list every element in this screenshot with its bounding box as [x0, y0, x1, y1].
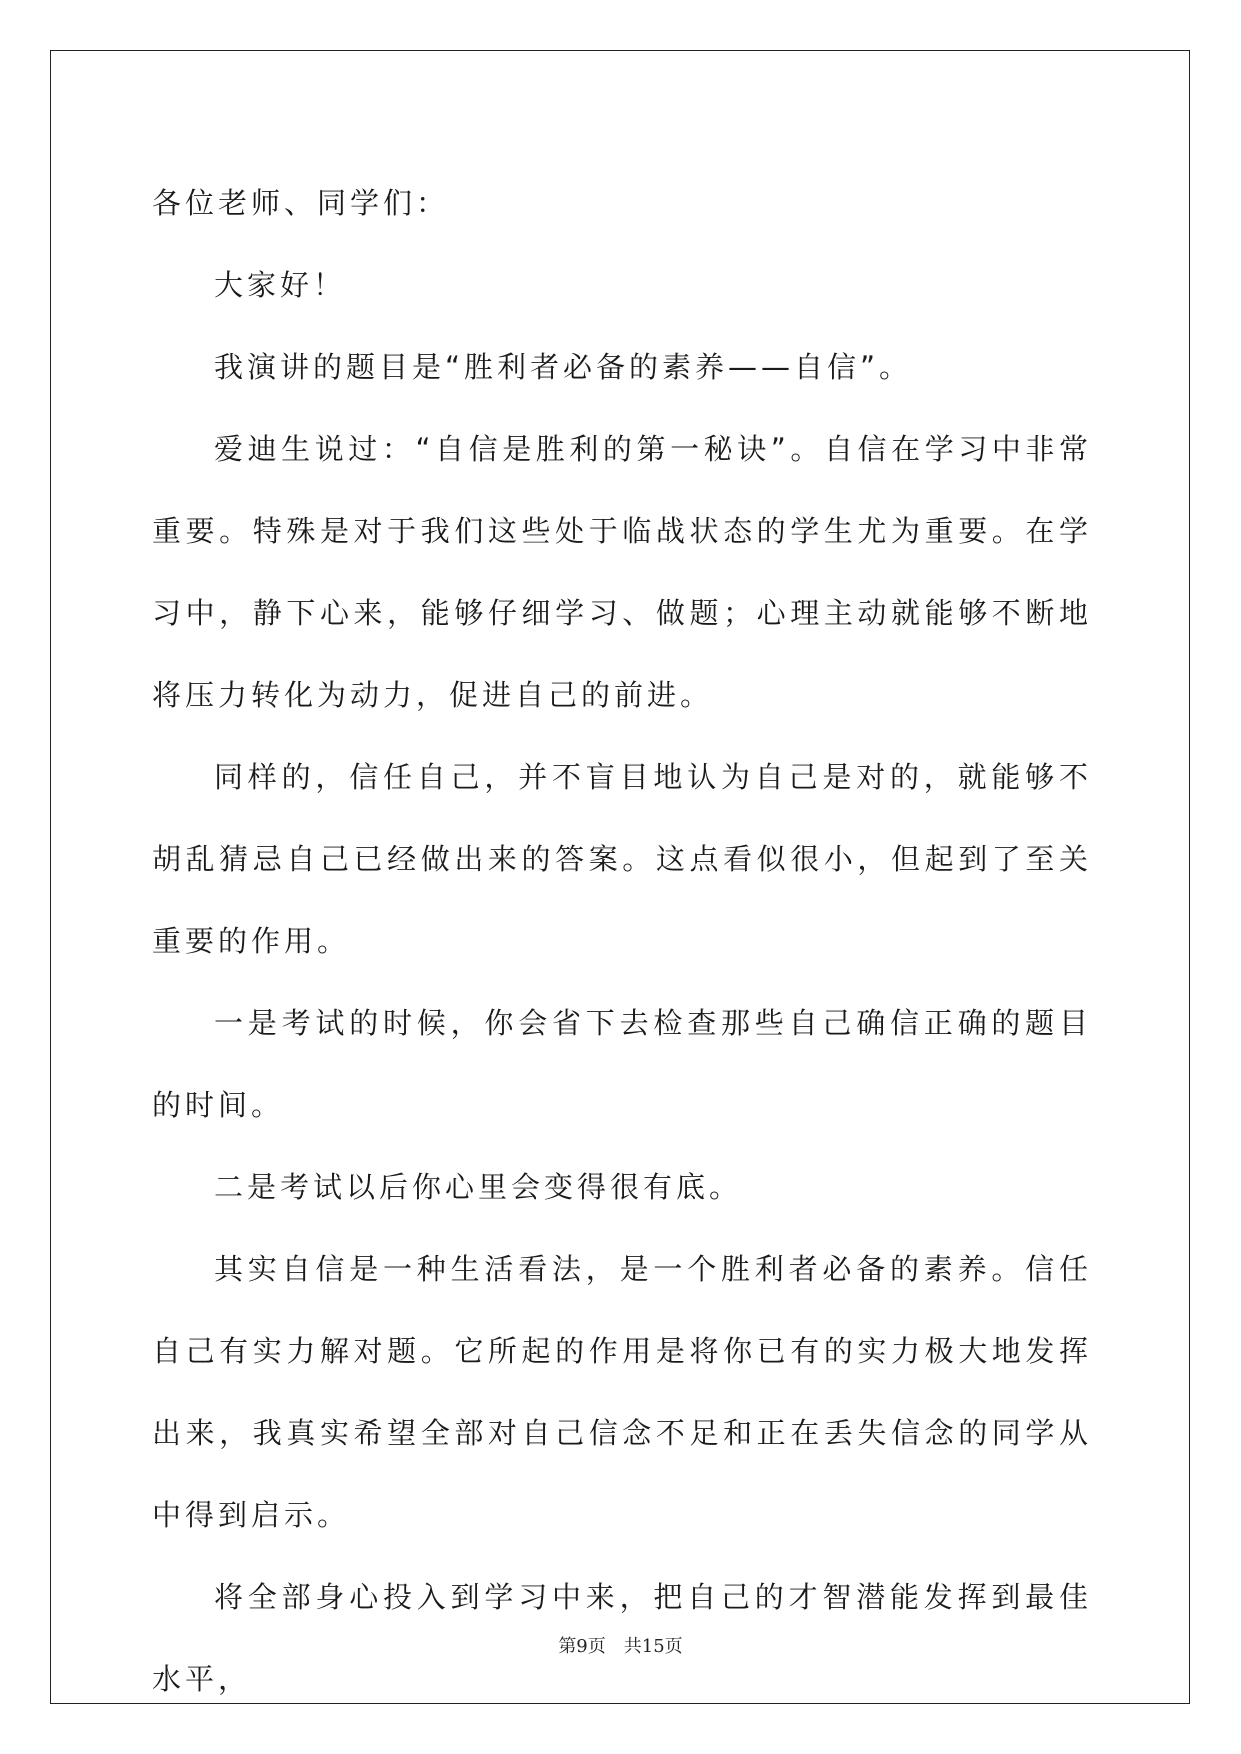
paragraph: 同样的，信任自己，并不盲目地认为自己是对的，就能够不胡乱猜忌自己已经做出来的答案。这点看似很小，但起到了至关重要的作用。	[152, 760, 1092, 958]
paragraph: 爱迪生说过：“自信是胜利的第一秘诀”。自信在学习中非常重要。特殊是对于我们这些处于临战状态的学生尤为重要。在学习中，静下心来，能够仔细学习、做题；心理主动就能够不断地将压力转化为动力，促进自己的前进。	[152, 432, 1092, 712]
document-body	[152, 162, 1092, 1720]
paragraph-greeting: 大家好！	[214, 268, 347, 302]
paragraph: 将全部身心投入到学习中来，把自己的才智潜能发挥到最佳水平，	[152, 1580, 1092, 1696]
paragraph: 一是考试的时候，你会省下去检查那些自己确信正确的题目的时间。	[152, 1006, 1092, 1122]
page-footer	[0, 1632, 1241, 1658]
paragraph: 其实自信是一种生活看法，是一个胜利者必备的素养。信任自己有实力解对题。它所起的作用是将你已有的实力极大地发挥出来，我真实希望全部对自己信念不足和正在丢失信念的同学从中得到启示。	[152, 1252, 1092, 1532]
page-number: 第9页	[558, 1636, 606, 1657]
paragraph-topic: 我演讲的题目是“胜利者必备的素养——自信”。	[214, 350, 913, 384]
paragraph-salutation: 各位老师、同学们：	[152, 186, 450, 220]
paragraph: 二是考试以后你心里会变得很有底。	[214, 1170, 743, 1204]
page-total: 共15页	[623, 1636, 683, 1657]
